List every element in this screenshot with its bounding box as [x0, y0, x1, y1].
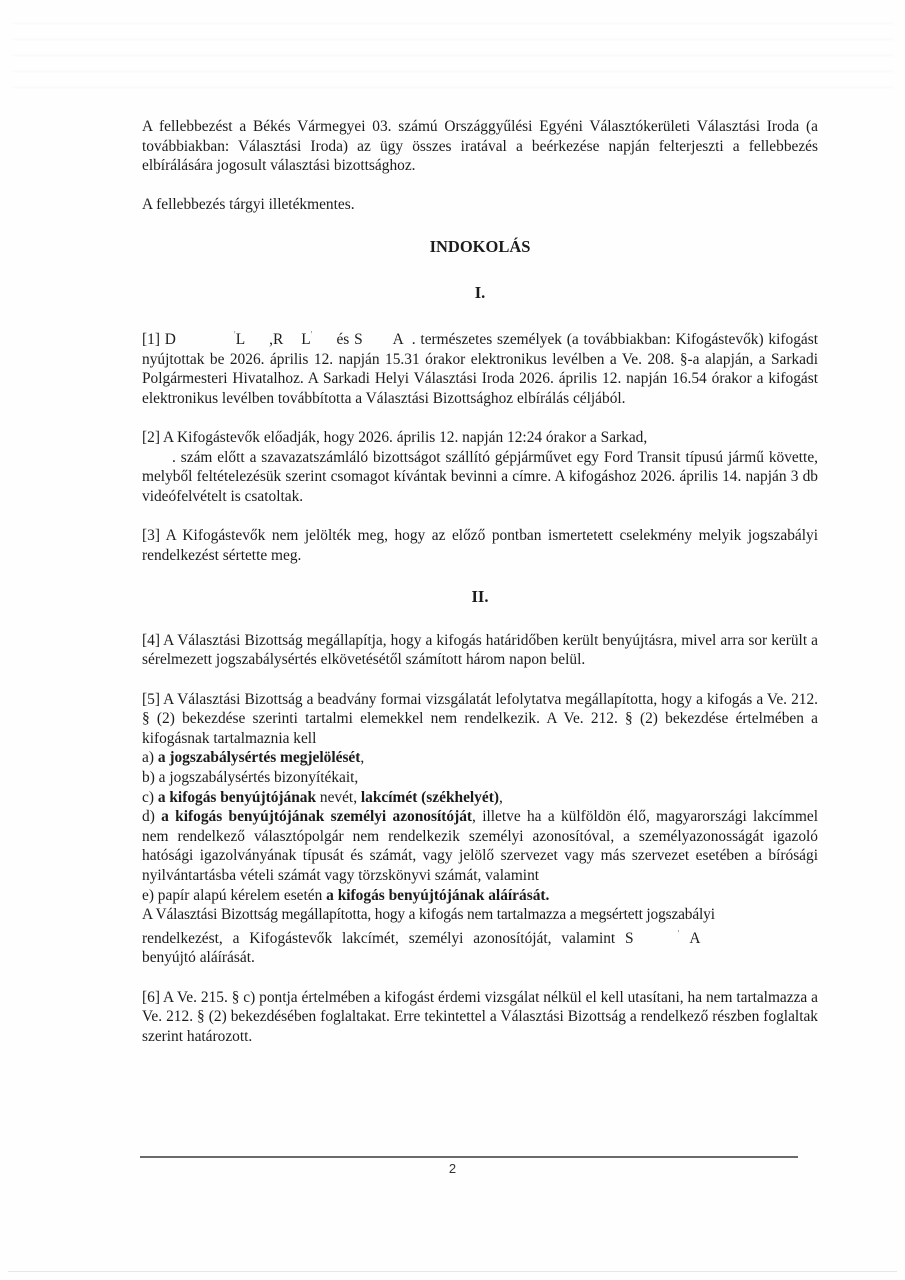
section-heading-2: II.	[471, 587, 489, 607]
item-d-text: , illetve ha a külföldön élő, magyarországi lakcímmel nem rendelkező választópolgár nem rendelkezik személyi azonosítóval, a személyazonosságát igazoló hatósági igazolványának típusát és számát, vagy jelölő szervezet vagy más szervezet esetében a bírósági nyilvántartásba vételi számát vagy törzskönyvi számát, valamint	[142, 808, 819, 884]
paragraph-1-first-line-rest: . természetes személyek (a továbbiakban:	[411, 331, 671, 349]
requirement-item-d	[142, 807, 818, 885]
item-c-emphasis-1: a kifogás benyújtójának	[157, 788, 317, 806]
redacted-name-fragment: és S	[336, 331, 363, 349]
paragraph-4: [4] A Választási Bizottság megállapítja, hogy a kifogás határidőben került benyújtásra, mivel arra sor került a sérelmezett jogszabálysértés elkövetésétől számított három napon belül.	[142, 631, 818, 669]
item-suffix: ,	[360, 749, 365, 767]
paragraph-5	[142, 690, 818, 968]
item-d-emphasis: a kifogás benyújtójának személyi azonosítóját	[161, 808, 473, 826]
section-heading-1: I.	[474, 282, 486, 302]
redacted-name-fragment: A	[689, 929, 701, 947]
requirement-item-b: b) a jogszabálysértés bizonyítékait,	[142, 769, 359, 787]
item-label: c)	[142, 788, 158, 806]
paragraph-1-body: Kifogástevők) kifogást nyújtottak be 2026. április 12. napján 15.31 órakor elektronikus levélben a Ve. 208. §-a alapján, a Sarkadi Polgármesteri Hivatalhoz. A Sarkadi Helyi Választási Iroda 2026. április 12. napján 16.54 órakor a kifogást elektronikus levélben továbbította a Választási Bizottsághoz elbírálás céljából.	[142, 331, 818, 407]
conclusion-text: rendelkezést, a Kifogástevők lakcímét, személyi azonosítóját, valamint S	[142, 929, 634, 947]
paragraph-6: [6] A Ve. 215. § c) pontja értelmében a kifogást érdemi vizsgálat nélkül el kell utasítani, ha nem tartalmazza a Ve. 212. § (2) bekezdésében foglaltakat. Erre tekintettel a Választási Bizottság a rendelkező részben foglaltak szerint határozott.	[142, 988, 818, 1045]
paragraph-5-conclusion-line-2	[142, 925, 818, 949]
document-body	[142, 117, 818, 1066]
item-label: d)	[142, 808, 162, 826]
redaction-mark: '	[310, 330, 313, 342]
scan-bleed-through	[12, 10, 893, 100]
paragraph-1-lead: [1] D	[142, 331, 176, 349]
requirement-item-c	[142, 788, 818, 808]
redaction-mark: '	[677, 928, 680, 940]
item-e-text: e) papír alapú kérelem esetén	[142, 886, 327, 904]
scan-edge-line	[8, 1271, 897, 1272]
paragraph-5-conclusion-line-1: A Választási Bizottság megállapította, hogy a kifogás nem tartalmazza a megsértett jogszabályi	[142, 906, 715, 924]
intro-paragraph-fee-exempt: A fellebbezés tárgyi illetékmentes.	[142, 196, 355, 214]
paragraph-5-intro: [5] A Választási Bizottság a beadvány formai vizsgálatát lefolytatva megállapította, hogy a kifogás a Ve. 212. § (2) bekezdése szerinti tartalmi elemekkel nem rendelkezik. A Ve. 212. § (2) bekezdése értelmében a kifogásnak tartalmaznia kell	[142, 690, 818, 747]
redacted-name-fragment: ,	[269, 331, 273, 349]
requirement-item-e	[142, 886, 818, 906]
paragraph-1	[142, 326, 818, 408]
redacted-name-fragment: R	[272, 331, 284, 349]
item-c-text: nevét,	[316, 788, 361, 806]
page-number: 2	[448, 1161, 457, 1176]
redacted-name-fragment: A	[392, 331, 404, 349]
redacted-name-fragment: L	[301, 331, 311, 349]
redacted-name-fragment: L	[235, 331, 246, 349]
reasoning-heading: INDOKOLÁS	[429, 236, 531, 256]
item-e-emphasis: a kifogás benyújtójának aláírását.	[326, 886, 550, 904]
item-label: a)	[142, 749, 158, 767]
paragraph-2-first-line: [2] A Kifogástevők előadják, hogy 2026. április 12. napján 12:24 órakor a Sarkad,	[142, 429, 648, 447]
requirement-item-a	[142, 748, 818, 768]
paragraph-2-body: . szám előtt a szavazatszámláló bizottságot szállító gépjárművet egy Ford Transit típusú jármű követte, melyből feltételezésük szerint csomagot kívántak bevinni a címre. A kifogáshoz 2026. április 14. napján 3 db videófelvételt is csatoltak.	[142, 448, 818, 505]
paragraph-3: [3] A Kifogástevők nem jelölték meg, hogy az előző pontban ismertetett cselekmény melyik jogszabályi rendelkezést sértette meg.	[142, 527, 818, 564]
paragraph-2	[142, 428, 818, 506]
paragraph-5-conclusion-line-3: benyújtó aláírását.	[142, 949, 255, 967]
item-suffix: ,	[498, 788, 503, 806]
redaction-mark: '	[233, 330, 236, 342]
item-c-emphasis-2: lakcímét (székhelyét)	[360, 788, 499, 806]
footer-divider	[140, 1156, 798, 1158]
intro-paragraph-forwarding: A fellebbezést a Békés Vármegyei 03. számú Országgyűlési Egyéni Választókerületi Választási Iroda (a továbbiakban: Választási Iroda) az ügy összes iratával a beérkezése napján felterjeszti a fellebbezés elbírálására jogosult választási bizottsághoz.	[142, 118, 818, 175]
item-a-emphasis: a jogszabálysértés megjelölését	[157, 749, 361, 767]
